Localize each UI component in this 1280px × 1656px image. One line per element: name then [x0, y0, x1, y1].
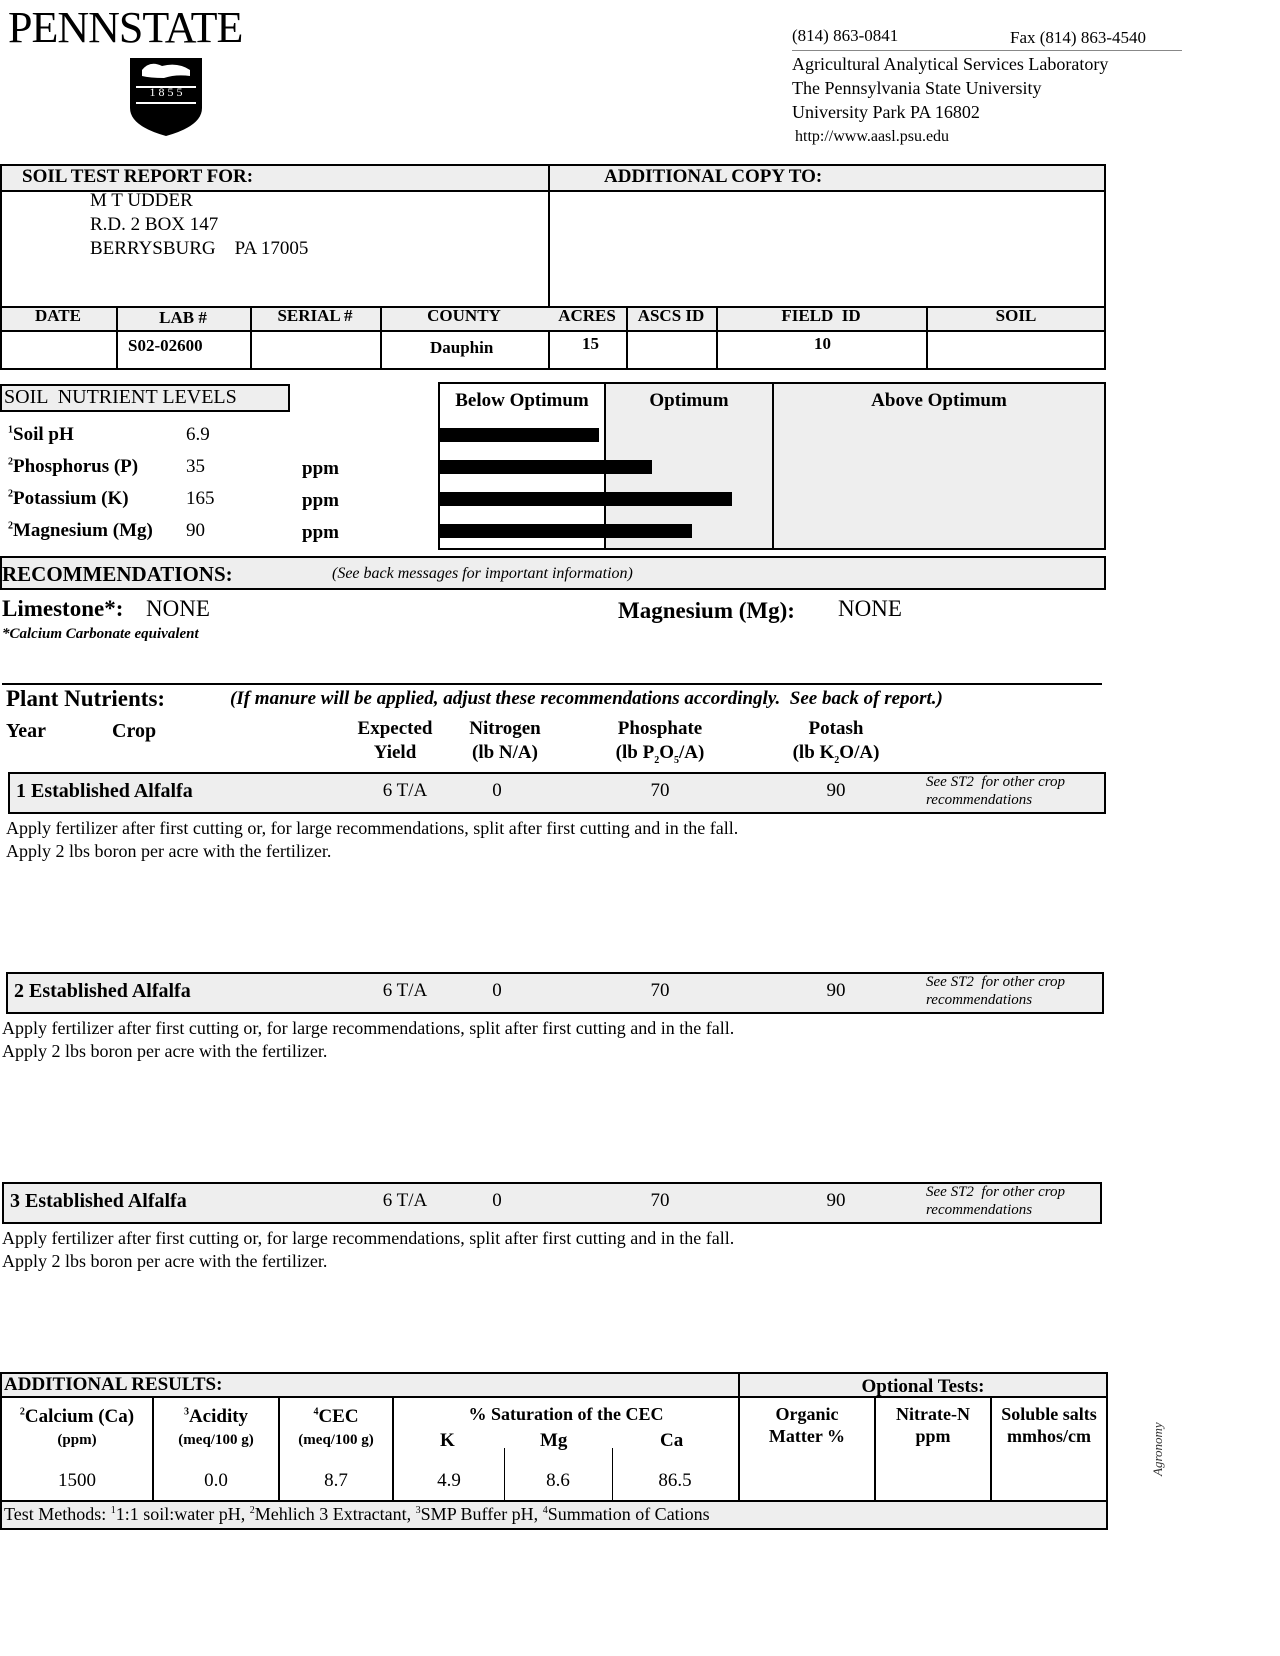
seal-year: 1 8 5 5 — [149, 85, 183, 99]
organic-matter-label: Organic — [775, 1404, 839, 1424]
limestone-label: Limestone*: — [2, 596, 124, 621]
scale-optimum: Optimum — [649, 390, 729, 411]
magnesium-value: NONE — [838, 596, 902, 621]
cec-value: 8.7 — [324, 1470, 348, 1491]
scale-below-optimum: Below Optimum — [455, 390, 589, 411]
nutrient-unit: ppm — [302, 458, 339, 479]
col-crop: Crop — [112, 720, 157, 742]
crop-potash: 90 — [826, 980, 846, 1001]
crop-yield: 6 T/A — [382, 1190, 428, 1211]
pennstate-logo: PENNSTATE — [8, 3, 243, 52]
crop-see-st2: See ST2 for other crop — [926, 1184, 1066, 1200]
crop-phosphate: 70 — [650, 780, 670, 801]
col-year: Year — [6, 720, 46, 742]
value-field-id: 10 — [814, 334, 831, 353]
plant-nutrients-divider — [2, 683, 1102, 685]
crop-year-name: 2 Established Alfalfa — [14, 980, 191, 1002]
crop-see-st2-2: recommendations — [926, 992, 1033, 1008]
calcium-value: 1500 — [58, 1470, 96, 1491]
lab-university: The Pennsylvania State University — [792, 78, 1042, 98]
recommendations-note: (See back messages for important information) — [332, 565, 633, 582]
cec-label: $^4$CEC — [313, 1406, 359, 1427]
nutrient-unit: ppm — [302, 522, 339, 543]
crop-year-name: 3 Established Alfalfa — [10, 1190, 187, 1212]
acidity-unit: (meq/100 g) — [178, 1432, 254, 1448]
crop-phosphate: 70 — [650, 980, 670, 1001]
acidity-value: 0.0 — [204, 1470, 228, 1491]
limestone-footnote: *Calcium Carbonate equivalent — [2, 626, 199, 642]
nutrient-name: $^2$Magnesium (Mg) — [8, 520, 153, 541]
calcium-label: $^2$Calcium (Ca) — [19, 1406, 135, 1427]
crop-year-name: 1 Established Alfalfa — [16, 780, 193, 802]
col-date: DATE — [35, 306, 81, 325]
soluble-salts-unit: mmhos/cm — [1007, 1426, 1091, 1446]
crop-potash: 90 — [826, 780, 846, 801]
nutrient-level-bar — [440, 428, 599, 442]
crop-nitrogen: 0 — [492, 980, 502, 1001]
crop-see-st2: See ST2 for other crop — [926, 974, 1066, 990]
nutrient-level-bar — [440, 460, 652, 474]
nutrient-levels-title: SOIL NUTRIENT LEVELS — [4, 386, 237, 408]
crop-yield: 6 T/A — [382, 780, 428, 801]
additional-copy-title: ADDITIONAL COPY TO: — [604, 166, 823, 187]
col-nitrogen-unit: (lb N/A) — [472, 742, 538, 763]
col-ascs-id: ASCS ID — [637, 306, 705, 325]
university-seal-icon — [128, 56, 204, 138]
col-yield: Yield — [373, 742, 417, 763]
report-for-title: SOIL TEST REPORT FOR: — [22, 166, 254, 187]
farmer-address-2: BERRYSBURG PA 17005 — [90, 238, 309, 259]
lab-fax: Fax (814) 863-4540 — [1010, 28, 1146, 47]
saturation-title: % Saturation of the CEC — [468, 1404, 664, 1424]
sat-ca-value: 86.5 — [658, 1470, 692, 1491]
nutrient-level-bar — [440, 524, 692, 538]
nutrient-name: $^2$Potassium (K) — [8, 488, 129, 509]
optional-tests-title: Optional Tests: — [861, 1376, 985, 1397]
recommendations-title: RECOMMENDATIONS: — [2, 562, 233, 586]
value-lab-number: S02-02600 — [128, 336, 203, 355]
col-potash: Potash — [808, 718, 864, 739]
col-lab-number: LAB # — [159, 308, 207, 327]
sat-k-label: K — [440, 1430, 455, 1451]
crop-see-st2-2: recommendations — [926, 1202, 1033, 1218]
sat-mg-label: Mg — [540, 1430, 568, 1451]
cec-unit: (meq/100 g) — [298, 1432, 374, 1448]
crop-nitrogen: 0 — [492, 780, 502, 801]
col-nitrogen: Nitrogen — [469, 718, 541, 739]
organic-matter-unit: Matter % — [768, 1426, 846, 1446]
crop-phosphate: 70 — [650, 1190, 670, 1211]
crop-see-st2-2: recommendations — [926, 792, 1033, 808]
crop-instruction-1: Apply fertilizer after first cutting or, for large recommendations, split after first cutting and in the fall. — [2, 1018, 735, 1038]
col-potash-unit: (lb $K_2O/A$) — [792, 742, 880, 766]
col-field-id: FIELD ID — [781, 306, 861, 325]
col-phosphate-unit: (lb $P_2O_5/A$) — [615, 742, 705, 766]
plant-nutrients-title: Plant Nutrients: — [6, 686, 166, 711]
col-expected: Expected — [357, 718, 433, 739]
nutrient-value: 90 — [186, 520, 205, 541]
lab-name: Agricultural Analytical Services Laboratory — [792, 54, 1109, 74]
col-acres: ACRES — [558, 306, 616, 325]
crop-instruction-2: Apply 2 lbs boron per acre with the fertilizer. — [6, 841, 332, 861]
sat-ca-label: Ca — [660, 1430, 684, 1451]
crop-instruction-2: Apply 2 lbs boron per acre with the fertilizer. — [2, 1251, 328, 1271]
crop-instruction-1: Apply fertilizer after first cutting or, for large recommendations, split after first cutting and in the fall. — [2, 1228, 735, 1248]
sat-k-value: 4.9 — [437, 1470, 461, 1491]
additional-results-title: ADDITIONAL RESULTS: — [4, 1374, 223, 1395]
nutrient-level-bar — [440, 492, 732, 506]
limestone-value: NONE — [146, 596, 210, 621]
nutrient-name: $^1$Soil pH — [8, 424, 74, 445]
farmer-name: M T UDDER — [90, 190, 193, 211]
acidity-label: $^3$Acidity — [183, 1406, 249, 1427]
sat-mg-value: 8.6 — [546, 1470, 570, 1491]
lab-city: University Park PA 16802 — [792, 102, 980, 122]
value-acres: 15 — [582, 334, 599, 353]
lab-url[interactable]: http://www.aasl.psu.edu — [795, 128, 950, 145]
value-county: Dauphin — [430, 338, 494, 357]
col-county: COUNTY — [427, 306, 501, 325]
nitrate-label: Nitrate-N — [896, 1404, 970, 1424]
crop-see-st2: See ST2 for other crop — [926, 774, 1066, 790]
crop-nitrogen: 0 — [492, 1190, 502, 1211]
nutrient-unit: ppm — [302, 490, 339, 511]
col-soil: SOIL — [995, 306, 1037, 325]
col-serial-number: SERIAL # — [277, 306, 353, 325]
scale-above-optimum: Above Optimum — [871, 390, 1007, 411]
nutrient-value: 165 — [186, 488, 215, 509]
nitrate-unit: ppm — [915, 1426, 951, 1446]
soluble-salts-label: Soluble salts — [1001, 1404, 1097, 1424]
lab-phone: (814) 863-0841 — [792, 26, 899, 45]
nutrient-value: 35 — [186, 456, 205, 477]
crop-instruction-1: Apply fertilizer after first cutting or, for large recommendations, split after first cutting and in the fall. — [6, 818, 739, 838]
calcium-unit: (ppm) — [57, 1432, 97, 1448]
header-divider — [792, 50, 1182, 51]
nutrient-name: $^2$Phosphorus (P) — [8, 456, 139, 477]
nutrient-value: 6.9 — [186, 424, 210, 445]
plant-nutrients-note: (If manure will be applied, adjust these recommendations accordingly. See back of report.) — [230, 688, 943, 709]
crop-yield: 6 T/A — [382, 980, 428, 1001]
test-methods: Test Methods: $^1$1:1 soil:water pH, $^2$Mehlich 3 Extractant, $^3$SMP Buffer pH, $^4$Summation of Cations — [4, 1504, 710, 1524]
magnesium-label: Magnesium (Mg): — [618, 598, 795, 623]
crop-potash: 90 — [826, 1190, 846, 1211]
side-label-agronomy: Agronomy — [1150, 1422, 1165, 1476]
col-phosphate: Phosphate — [617, 718, 703, 739]
farmer-address-1: R.D. 2 BOX 147 — [90, 214, 219, 235]
crop-instruction-2: Apply 2 lbs boron per acre with the fertilizer. — [2, 1041, 328, 1061]
